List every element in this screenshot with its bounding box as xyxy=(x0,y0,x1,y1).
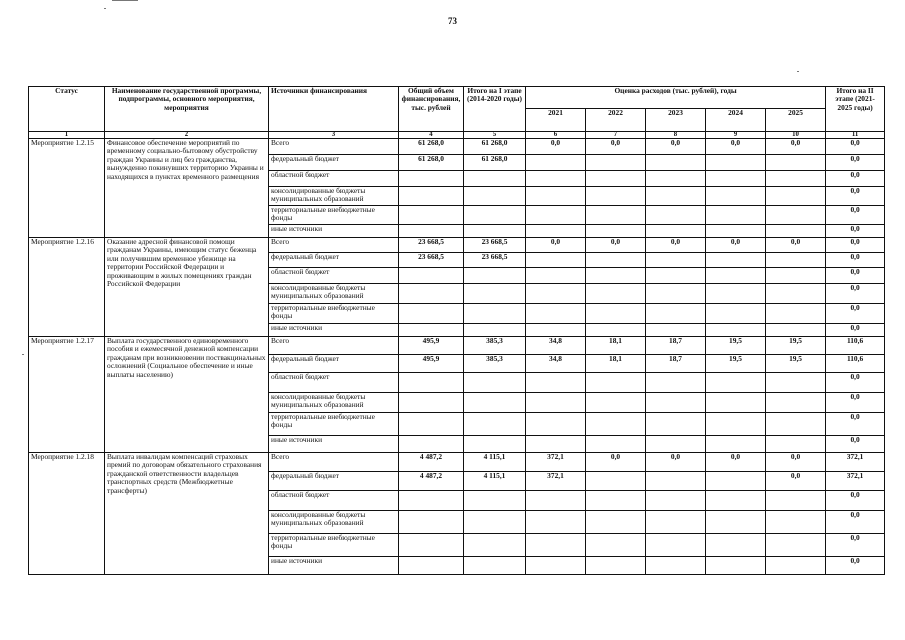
funding-source: Всего xyxy=(269,337,399,355)
amount-cell: 0,0 xyxy=(826,238,885,253)
funding-source: областной бюджет xyxy=(269,171,399,187)
funding-source: Всего xyxy=(269,453,399,472)
amount-cell: 0,0 xyxy=(766,238,826,253)
amount-cell xyxy=(766,268,826,284)
table-row xyxy=(29,139,885,155)
measure-name: Выплата инвалидам компенсаций страховых премий по договорам обязательного страхования гражданской ответственности владельцев транспортных средств (Межбюджетные трансферты) xyxy=(105,453,269,575)
funding-source: консолидированные бюджеты муниципальных образований xyxy=(269,187,399,206)
amount-cell: 0,0 xyxy=(646,453,706,472)
column-number: 11 xyxy=(826,132,885,139)
scan-mark xyxy=(22,354,24,355)
amount-cell xyxy=(399,324,464,337)
amount-cell: 110,6 xyxy=(826,337,885,355)
amount-cell xyxy=(399,557,464,575)
amount-cell: 61 268,0 xyxy=(399,139,464,155)
amount-cell: 18,1 xyxy=(586,337,646,355)
amount-cell xyxy=(766,534,826,557)
amount-cell xyxy=(399,534,464,557)
amount-cell: 0,0 xyxy=(826,373,885,393)
budget-table xyxy=(28,86,885,575)
amount-cell xyxy=(646,304,706,324)
amount-cell: 61 268,0 xyxy=(464,139,526,155)
amount-cell: 0,0 xyxy=(526,238,586,253)
amount-cell xyxy=(646,557,706,575)
measure-name: Финансовое обеспечение мероприятий по временному социально-бытовому обустройству граждан Украины и лиц без гражданства, вынужденно покинувших территорию Украины и находящихся в пунктах временного размещения xyxy=(105,139,269,238)
header-total: Общий объем финансирования, тыс. рублей xyxy=(399,87,464,132)
funding-source: консолидированные бюджеты муниципальных образований xyxy=(269,511,399,534)
amount-cell xyxy=(399,268,464,284)
amount-cell xyxy=(526,511,586,534)
amount-cell: 0,0 xyxy=(586,453,646,472)
amount-cell xyxy=(526,304,586,324)
amount-cell: 0,0 xyxy=(826,304,885,324)
amount-cell xyxy=(706,413,766,436)
amount-cell xyxy=(399,284,464,304)
column-number: 4 xyxy=(399,132,464,139)
funding-source: территориальные внебюджетные фонды xyxy=(269,534,399,557)
amount-cell: 23 668,5 xyxy=(399,238,464,253)
measure-name: Выплата государственного единовременного пособия и ежемесячной денежной компенсации гражданам при возникновении поствакцинальных осложнений (Социальное обеспечение и иные выплаты населению) xyxy=(105,337,269,453)
amount-cell: 61 268,0 xyxy=(464,155,526,171)
amount-cell xyxy=(586,187,646,206)
amount-cell xyxy=(586,491,646,511)
amount-cell xyxy=(586,268,646,284)
amount-cell: 0,0 xyxy=(826,393,885,413)
amount-cell xyxy=(766,171,826,187)
table-row xyxy=(29,238,885,253)
amount-cell: 0,0 xyxy=(826,187,885,206)
amount-cell xyxy=(586,472,646,491)
amount-cell xyxy=(646,171,706,187)
amount-cell xyxy=(646,393,706,413)
amount-cell xyxy=(399,491,464,511)
column-number: 8 xyxy=(646,132,706,139)
amount-cell xyxy=(586,304,646,324)
amount-cell xyxy=(586,155,646,171)
amount-cell xyxy=(766,557,826,575)
amount-cell: 385,3 xyxy=(464,337,526,355)
amount-cell: 0,0 xyxy=(826,511,885,534)
amount-cell: 4 487,2 xyxy=(399,453,464,472)
amount-cell xyxy=(706,324,766,337)
funding-source: консолидированные бюджеты муниципальных образований xyxy=(269,284,399,304)
amount-cell xyxy=(706,253,766,268)
amount-cell: 0,0 xyxy=(766,139,826,155)
amount-cell xyxy=(586,511,646,534)
amount-cell: 385,3 xyxy=(464,355,526,373)
scan-mark xyxy=(104,8,106,9)
amount-cell xyxy=(464,436,526,453)
column-number-row xyxy=(29,132,885,139)
amount-cell xyxy=(646,155,706,171)
amount-cell xyxy=(399,436,464,453)
measure-status: Мероприятие 1.2.17 xyxy=(29,337,105,453)
funding-source: территориальные внебюджетные фонды xyxy=(269,206,399,225)
amount-cell: 0,0 xyxy=(826,534,885,557)
amount-cell: 0,0 xyxy=(826,139,885,155)
amount-cell xyxy=(586,324,646,337)
amount-cell: 372,1 xyxy=(526,453,586,472)
amount-cell xyxy=(646,413,706,436)
amount-cell xyxy=(646,436,706,453)
amount-cell xyxy=(399,187,464,206)
funding-source: иные источники xyxy=(269,436,399,453)
amount-cell: 0,0 xyxy=(766,453,826,472)
amount-cell xyxy=(586,413,646,436)
amount-cell xyxy=(399,413,464,436)
measure-name: Оказание адресной финансовой помощи гражданам Украины, имеющим статус беженца или получившим временное убежище на территории Российской Федерации и проживающим в жилых помещениях граждан Российской Федерации xyxy=(105,238,269,337)
column-number: 5 xyxy=(464,132,526,139)
header-name: Наименование государственной программы, подпрограммы, основного мероприятия, мероприятия xyxy=(105,87,269,132)
amount-cell xyxy=(464,557,526,575)
amount-cell xyxy=(399,373,464,393)
column-number: 1 xyxy=(29,132,105,139)
amount-cell xyxy=(464,413,526,436)
amount-cell xyxy=(526,491,586,511)
measure-status: Мероприятие 1.2.16 xyxy=(29,238,105,337)
amount-cell: 495,9 xyxy=(399,337,464,355)
amount-cell xyxy=(526,206,586,225)
amount-cell: 4 115,1 xyxy=(464,453,526,472)
amount-cell: 4 487,2 xyxy=(399,472,464,491)
amount-cell xyxy=(586,373,646,393)
amount-cell xyxy=(526,187,586,206)
amount-cell: 23 668,5 xyxy=(464,238,526,253)
amount-cell xyxy=(706,155,766,171)
amount-cell xyxy=(464,206,526,225)
amount-cell xyxy=(706,284,766,304)
amount-cell xyxy=(526,155,586,171)
amount-cell xyxy=(646,324,706,337)
header-year: 2024 xyxy=(706,109,766,132)
column-number: 10 xyxy=(766,132,826,139)
amount-cell: 0,0 xyxy=(826,324,885,337)
amount-cell: 61 268,0 xyxy=(399,155,464,171)
amount-cell xyxy=(706,225,766,238)
column-number: 2 xyxy=(105,132,269,139)
amount-cell xyxy=(464,268,526,284)
column-number: 3 xyxy=(269,132,399,139)
column-number: 7 xyxy=(586,132,646,139)
amount-cell: 0,0 xyxy=(826,557,885,575)
amount-cell xyxy=(766,155,826,171)
amount-cell: 495,9 xyxy=(399,355,464,373)
amount-cell xyxy=(586,393,646,413)
amount-cell xyxy=(464,284,526,304)
amount-cell xyxy=(646,206,706,225)
amount-cell xyxy=(646,534,706,557)
amount-cell xyxy=(706,171,766,187)
amount-cell xyxy=(399,171,464,187)
amount-cell xyxy=(526,324,586,337)
amount-cell: 0,0 xyxy=(586,238,646,253)
amount-cell xyxy=(706,268,766,284)
amount-cell: 4 115,1 xyxy=(464,472,526,491)
amount-cell: 0,0 xyxy=(826,268,885,284)
amount-cell xyxy=(399,225,464,238)
amount-cell xyxy=(526,557,586,575)
measure-status: Мероприятие 1.2.18 xyxy=(29,453,105,575)
table-row xyxy=(29,337,885,355)
amount-cell xyxy=(766,413,826,436)
amount-cell: 0,0 xyxy=(826,436,885,453)
amount-cell: 18,7 xyxy=(646,355,706,373)
amount-cell xyxy=(766,206,826,225)
amount-cell xyxy=(706,187,766,206)
amount-cell xyxy=(766,511,826,534)
header-stage1: Итого на I этапе (2014-2020 годы) xyxy=(464,87,526,132)
amount-cell xyxy=(526,413,586,436)
amount-cell: 0,0 xyxy=(826,413,885,436)
amount-cell: 110,6 xyxy=(826,355,885,373)
amount-cell xyxy=(586,284,646,304)
table-body xyxy=(29,139,885,575)
funding-source: иные источники xyxy=(269,324,399,337)
amount-cell xyxy=(399,511,464,534)
amount-cell xyxy=(526,534,586,557)
amount-cell: 19,5 xyxy=(706,337,766,355)
amount-cell xyxy=(586,253,646,268)
amount-cell: 18,7 xyxy=(646,337,706,355)
header-status: Статус xyxy=(29,87,105,132)
amount-cell: 19,5 xyxy=(766,337,826,355)
amount-cell: 0,0 xyxy=(706,453,766,472)
amount-cell xyxy=(766,491,826,511)
amount-cell: 372,1 xyxy=(826,453,885,472)
amount-cell: 34,8 xyxy=(526,337,586,355)
amount-cell xyxy=(399,206,464,225)
amount-cell xyxy=(464,187,526,206)
funding-source: иные источники xyxy=(269,557,399,575)
funding-source: областной бюджет xyxy=(269,268,399,284)
amount-cell xyxy=(464,534,526,557)
amount-cell xyxy=(464,225,526,238)
amount-cell xyxy=(526,268,586,284)
amount-cell xyxy=(646,284,706,304)
amount-cell xyxy=(706,373,766,393)
amount-cell xyxy=(766,253,826,268)
amount-cell xyxy=(706,304,766,324)
amount-cell: 0,0 xyxy=(826,171,885,187)
amount-cell: 0,0 xyxy=(586,139,646,155)
amount-cell xyxy=(766,187,826,206)
funding-source: Всего xyxy=(269,139,399,155)
amount-cell xyxy=(706,491,766,511)
amount-cell: 0,0 xyxy=(826,253,885,268)
header-year: 2021 xyxy=(526,109,586,132)
amount-cell xyxy=(586,436,646,453)
amount-cell xyxy=(526,225,586,238)
amount-cell: 0,0 xyxy=(826,206,885,225)
amount-cell xyxy=(526,373,586,393)
amount-cell xyxy=(766,393,826,413)
amount-cell xyxy=(646,511,706,534)
amount-cell xyxy=(706,557,766,575)
amount-cell xyxy=(586,206,646,225)
amount-cell xyxy=(464,491,526,511)
amount-cell xyxy=(706,436,766,453)
scan-mark xyxy=(112,0,138,1)
amount-cell xyxy=(526,284,586,304)
amount-cell xyxy=(586,171,646,187)
amount-cell xyxy=(464,304,526,324)
amount-cell: 0,0 xyxy=(826,491,885,511)
funding-source: федеральный бюджет xyxy=(269,355,399,373)
amount-cell: 23 668,5 xyxy=(464,253,526,268)
amount-cell xyxy=(526,171,586,187)
amount-cell: 23 668,5 xyxy=(399,253,464,268)
amount-cell xyxy=(526,436,586,453)
amount-cell: 0,0 xyxy=(706,139,766,155)
funding-source: территориальные внебюджетные фонды xyxy=(269,413,399,436)
amount-cell xyxy=(646,225,706,238)
amount-cell xyxy=(464,511,526,534)
amount-cell xyxy=(766,225,826,238)
amount-cell xyxy=(646,268,706,284)
amount-cell: 0,0 xyxy=(526,139,586,155)
amount-cell xyxy=(646,253,706,268)
amount-cell xyxy=(399,393,464,413)
column-number: 6 xyxy=(526,132,586,139)
funding-source: федеральный бюджет xyxy=(269,253,399,268)
funding-source: областной бюджет xyxy=(269,491,399,511)
amount-cell: 0,0 xyxy=(826,155,885,171)
funding-source: консолидированные бюджеты муниципальных образований xyxy=(269,393,399,413)
amount-cell xyxy=(464,393,526,413)
header-source: Источники финансирования xyxy=(269,87,399,132)
amount-cell: 0,0 xyxy=(706,238,766,253)
table-row xyxy=(29,453,885,472)
amount-cell: 18,1 xyxy=(586,355,646,373)
funding-source: Всего xyxy=(269,238,399,253)
scan-mark xyxy=(797,71,799,72)
amount-cell: 372,1 xyxy=(526,472,586,491)
amount-cell: 0,0 xyxy=(646,139,706,155)
amount-cell xyxy=(766,436,826,453)
funding-source: федеральный бюджет xyxy=(269,155,399,171)
amount-cell xyxy=(586,534,646,557)
amount-cell xyxy=(399,304,464,324)
amount-cell: 0,0 xyxy=(826,225,885,238)
amount-cell xyxy=(464,171,526,187)
amount-cell xyxy=(464,324,526,337)
amount-cell: 0,0 xyxy=(766,472,826,491)
amount-cell xyxy=(766,304,826,324)
amount-cell xyxy=(646,491,706,511)
funding-source: федеральный бюджет xyxy=(269,472,399,491)
amount-cell xyxy=(706,472,766,491)
amount-cell xyxy=(464,373,526,393)
amount-cell xyxy=(706,534,766,557)
amount-cell xyxy=(766,284,826,304)
header-year: 2023 xyxy=(646,109,706,132)
amount-cell: 34,8 xyxy=(526,355,586,373)
page-number: 73 xyxy=(448,16,457,26)
amount-cell xyxy=(646,373,706,393)
amount-cell xyxy=(586,557,646,575)
amount-cell xyxy=(706,206,766,225)
amount-cell xyxy=(646,472,706,491)
amount-cell: 0,0 xyxy=(646,238,706,253)
header-year: 2025 xyxy=(766,109,826,132)
amount-cell xyxy=(706,393,766,413)
measure-status: Мероприятие 1.2.15 xyxy=(29,139,105,238)
amount-cell xyxy=(586,225,646,238)
amount-cell: 0,0 xyxy=(826,284,885,304)
amount-cell: 19,5 xyxy=(706,355,766,373)
amount-cell: 372,1 xyxy=(826,472,885,491)
amount-cell xyxy=(646,187,706,206)
header-stage2: Итого на II этапе (2021-2025 годы) xyxy=(826,87,885,132)
amount-cell xyxy=(526,393,586,413)
header-year: 2022 xyxy=(586,109,646,132)
funding-source: областной бюджет xyxy=(269,373,399,393)
column-number: 9 xyxy=(706,132,766,139)
funding-source: иные источники xyxy=(269,225,399,238)
amount-cell xyxy=(766,324,826,337)
funding-source: территориальные внебюджетные фонды xyxy=(269,304,399,324)
amount-cell: 19,5 xyxy=(766,355,826,373)
header-estimate: Оценка расходов (тыс. рублей), годы xyxy=(526,87,826,109)
amount-cell xyxy=(766,373,826,393)
amount-cell xyxy=(706,511,766,534)
amount-cell xyxy=(526,253,586,268)
